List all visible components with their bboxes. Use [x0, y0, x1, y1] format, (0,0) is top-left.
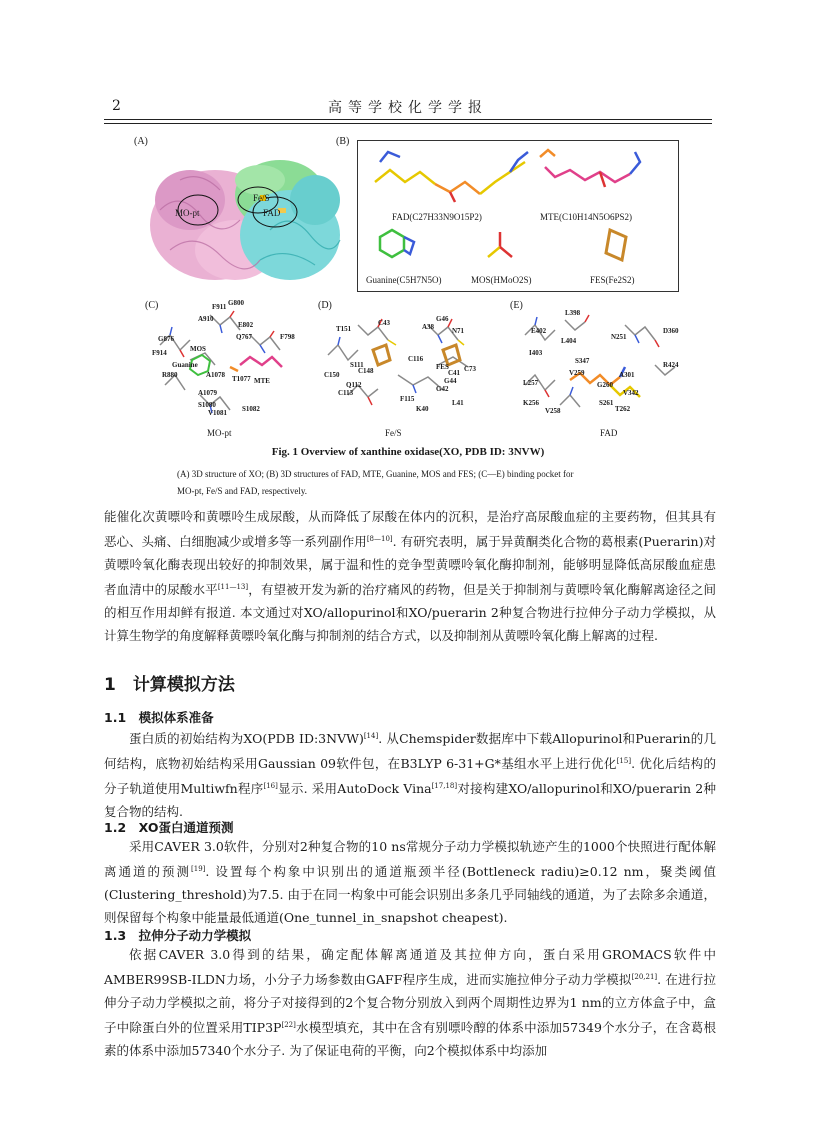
panel-e-residue-label: S347: [575, 357, 590, 365]
panel-d-residue-label: G42: [436, 385, 449, 393]
section-1-2-paragraph: 采用CAVER 3.0软件，分别对2种复合物的10 ns常规分子动力学模拟轨迹产生的1000个快照进行配体解离通道的预测[19]. 设置每个构象中识别出的通道瓶颈半径(Bottleneck radiu)≥0.12 nm，聚类阈值(Clustering_threshold)为7.5. 由于在同一构象中可能会识别出多条几乎同轴线的通道，为了去除多余通道，则保留每个构象中能量最低通道(One_tunnel_in_snapshot cheapest).: [104, 839, 716, 926]
panel-c-residue-label: MTE: [254, 377, 270, 385]
panel-c-residue-label: G876: [158, 335, 174, 343]
panel-d-residue-label: C116: [408, 355, 424, 363]
panel-c-residue-label: Guanine: [172, 361, 198, 369]
panel-e-residue-label: K256: [523, 399, 539, 407]
panel-c-residue-label: E802: [238, 321, 254, 329]
intro-paragraph: 能催化次黄嘌呤和黄嘌呤生成尿酸，从而降低了尿酸在体内的沉积，是治疗高尿酸血症的主要药物，但其具有恶心、头痛、白细胞减少或增多等一系列副作用[8—10]. 有研究表明，属于异黄酮类化合物的葛根素(Puerarin)对黄嘌呤氧化酶表现出较好的抑制效果，属于温和性的竞争型黄嘌呤氧化酶抑制剂，能够明显降低高尿酸血症患者血清中的尿酸水平[11—13]，有望被开发为新的治疗痛风的药物，但是关于抑制剂与黄嘌呤氧化酶解离途径之间的相互作用却鲜有报道. 本文通过对XO/allopurinol和XO/puerarin 2种复合物进行拉伸分子动力学模拟，从计算生物学的角度解释黄嘌呤氧化酶与抑制剂的结合方式，以及抑制剂从黄嘌呤氧化酶上解离的过程.: [104, 509, 716, 644]
header-rule-thin: [104, 123, 712, 124]
panel-d-caption: Fe/S: [385, 428, 402, 438]
panel-c-residue-label: S1082: [242, 405, 260, 413]
panel-c-residue-label: T1077: [232, 375, 251, 383]
panel-d-residue-label: S111: [350, 361, 364, 369]
panel-c-residue-label: MOS: [190, 345, 206, 353]
panel-e-residue-label: A301: [619, 371, 635, 379]
panel-e-residue-label: V259: [569, 369, 585, 377]
panel-d-residue-label: C150: [324, 371, 340, 379]
panel-e-residue-label: D360: [663, 327, 679, 335]
panel-d-residue-label: C73: [464, 365, 477, 373]
panel-d-residue-label: C113: [338, 389, 354, 397]
panel-b-mte-label: MTE(C10H14N5O6PS2): [540, 212, 633, 222]
section-1-1-heading: 1.1 模拟体系准备: [104, 710, 214, 725]
panel-d-residue-label: F115: [400, 395, 415, 403]
panel-d-residue-label: K40: [416, 405, 429, 413]
panel-e-residue-label: N251: [611, 333, 627, 341]
panel-e-residue-label: G260: [597, 381, 613, 389]
panel-e-residue-label: L404: [561, 337, 577, 345]
panel-c-residue-label: A910: [198, 315, 214, 323]
panel-d-residue-label: L41: [452, 399, 464, 407]
header-rule: [104, 119, 712, 120]
panel-b-guanine-label: Guanine(C5H7N5O): [366, 275, 442, 285]
section-1-3-paragraph: 依据CAVER 3.0得到的结果，确定配体解离通道及其拉伸方向，蛋白采用GROMACS软件中AMBER99SB-ILDN力场，小分子力场参数由GAFF程序生成，进而实施拉伸分子动力学模拟[20,21]. 在进行拉伸分子动力学模拟之前，将分子对接得到的2个复合物分别放入到两个周期性边界为1 nm的立方体盒子中，盒子中除蛋白外的位置采用TIP3P[22]水模型填充，其中在含有别嘌呤醇的体系中添加57349个水分子，在含葛根素的体系中添加57340个水分子. 为了保证电荷的平衡，向2个模拟体系中均添加: [104, 947, 716, 1059]
figure-caption-title: Fig. 1 Overview of xanthine oxidase(XO, PDB ID: 3NVW): [271, 446, 545, 458]
section-1-heading: 1 计算模拟方法: [104, 675, 235, 695]
panel-e-residue-label: V258: [545, 407, 561, 415]
journal-title: 高等学校化学学报: [328, 100, 488, 116]
panel-c-residue-label: S1080: [198, 401, 216, 409]
panel-c-residue-label: R880: [162, 371, 178, 379]
panel-d-residue-label: G44: [444, 377, 457, 385]
panel-e-residue-label: T262: [615, 405, 631, 413]
panel-e-residue-label: I403: [529, 349, 543, 357]
panel-a-fes-label: Fe/S: [253, 193, 270, 203]
panel-e-residue-label: S261: [599, 399, 614, 407]
panel-e-residue-label: V342: [623, 389, 639, 397]
panel-c-label: (C): [145, 300, 159, 311]
panel-c-residue-label: A1078: [206, 371, 226, 379]
panel-a-protein-structure: [140, 140, 350, 290]
panel-e-caption: FAD: [600, 428, 618, 438]
section-1-2-heading: 1.2 XO蛋白通道预测: [104, 820, 234, 835]
panel-b-mos-label: MOS(HMoO2S): [471, 275, 532, 285]
panel-d-residue-label: G46: [436, 315, 449, 323]
panel-c-residue-label: F798: [280, 333, 295, 341]
page-number: 2: [112, 98, 121, 114]
panel-a-label: (A): [134, 136, 148, 147]
panel-d-residue-label: C41: [448, 369, 461, 377]
panel-d-residue-label: A38: [422, 323, 435, 331]
panel-d-residue-label: C43: [378, 319, 391, 327]
panel-c-residue-label: G800: [228, 299, 244, 307]
section-1-1-paragraph: 蛋白质的初始结构为XO(PDB ID:3NVW)[14]. 从Chemspider数据库中下载Allopurinol和Puerarin的几何结构，底物初始结构采用Gaussian 09软件包，在B3LYP 6-31+G*基组水平上进行优化[15]. 优化后结构的分子轨道使用Multiwfn程序[16]显示. 采用AutoDock Vina[17,18]对接构建XO/allopurinol和XO/puerarin 2种复合物的结构.: [104, 731, 717, 820]
panel-c-residue-label: F914: [152, 349, 167, 357]
panel-c-caption: MO-pt: [207, 428, 232, 438]
panel-c-residue-label: A1079: [198, 389, 218, 397]
panel-b-fes-label: FES(Fe2S2): [590, 275, 635, 285]
panel-e-label: (E): [510, 300, 523, 311]
panel-e-residue-label: E402: [531, 327, 547, 335]
panel-a-mo-label: MO-pt: [175, 208, 200, 218]
panel-d-residue-label: C148: [358, 367, 374, 375]
panel-c-residue-label: V1081: [208, 409, 228, 417]
panel-e-residue-label: L257: [523, 379, 539, 387]
panel-b-fad-label: FAD(C27H33N9O15P2): [392, 212, 482, 222]
panel-d-residue-label: Q112: [346, 381, 362, 389]
panel-a-fad-label: FAD: [263, 208, 281, 218]
figure-caption-line-1: (A) 3D structure of XO; (B) 3D structures of FAD, MTE, Guanine, MOS and FES; (C—E) binding pocket for: [177, 469, 574, 479]
panel-d-residue-label: T151: [336, 325, 352, 333]
panel-c-residue-label: Q767: [236, 333, 252, 341]
panel-d-label: (D): [318, 300, 332, 311]
figure-caption-body: [177, 466, 697, 500]
figure-caption-line-2: MO-pt, Fe/S and FAD, respectively.: [177, 486, 307, 496]
panel-c-residue-label: F911: [212, 303, 227, 311]
panel-e-residue-label: L398: [565, 309, 581, 317]
panel-e-residue-label: R424: [663, 361, 679, 369]
section-1-3-heading: 1.3 拉伸分子动力学模拟: [104, 928, 252, 943]
panel-d-residue-label: FES: [436, 363, 449, 371]
panel-b-label: (B): [336, 136, 350, 147]
panel-d-residue-label: N71: [452, 327, 465, 335]
